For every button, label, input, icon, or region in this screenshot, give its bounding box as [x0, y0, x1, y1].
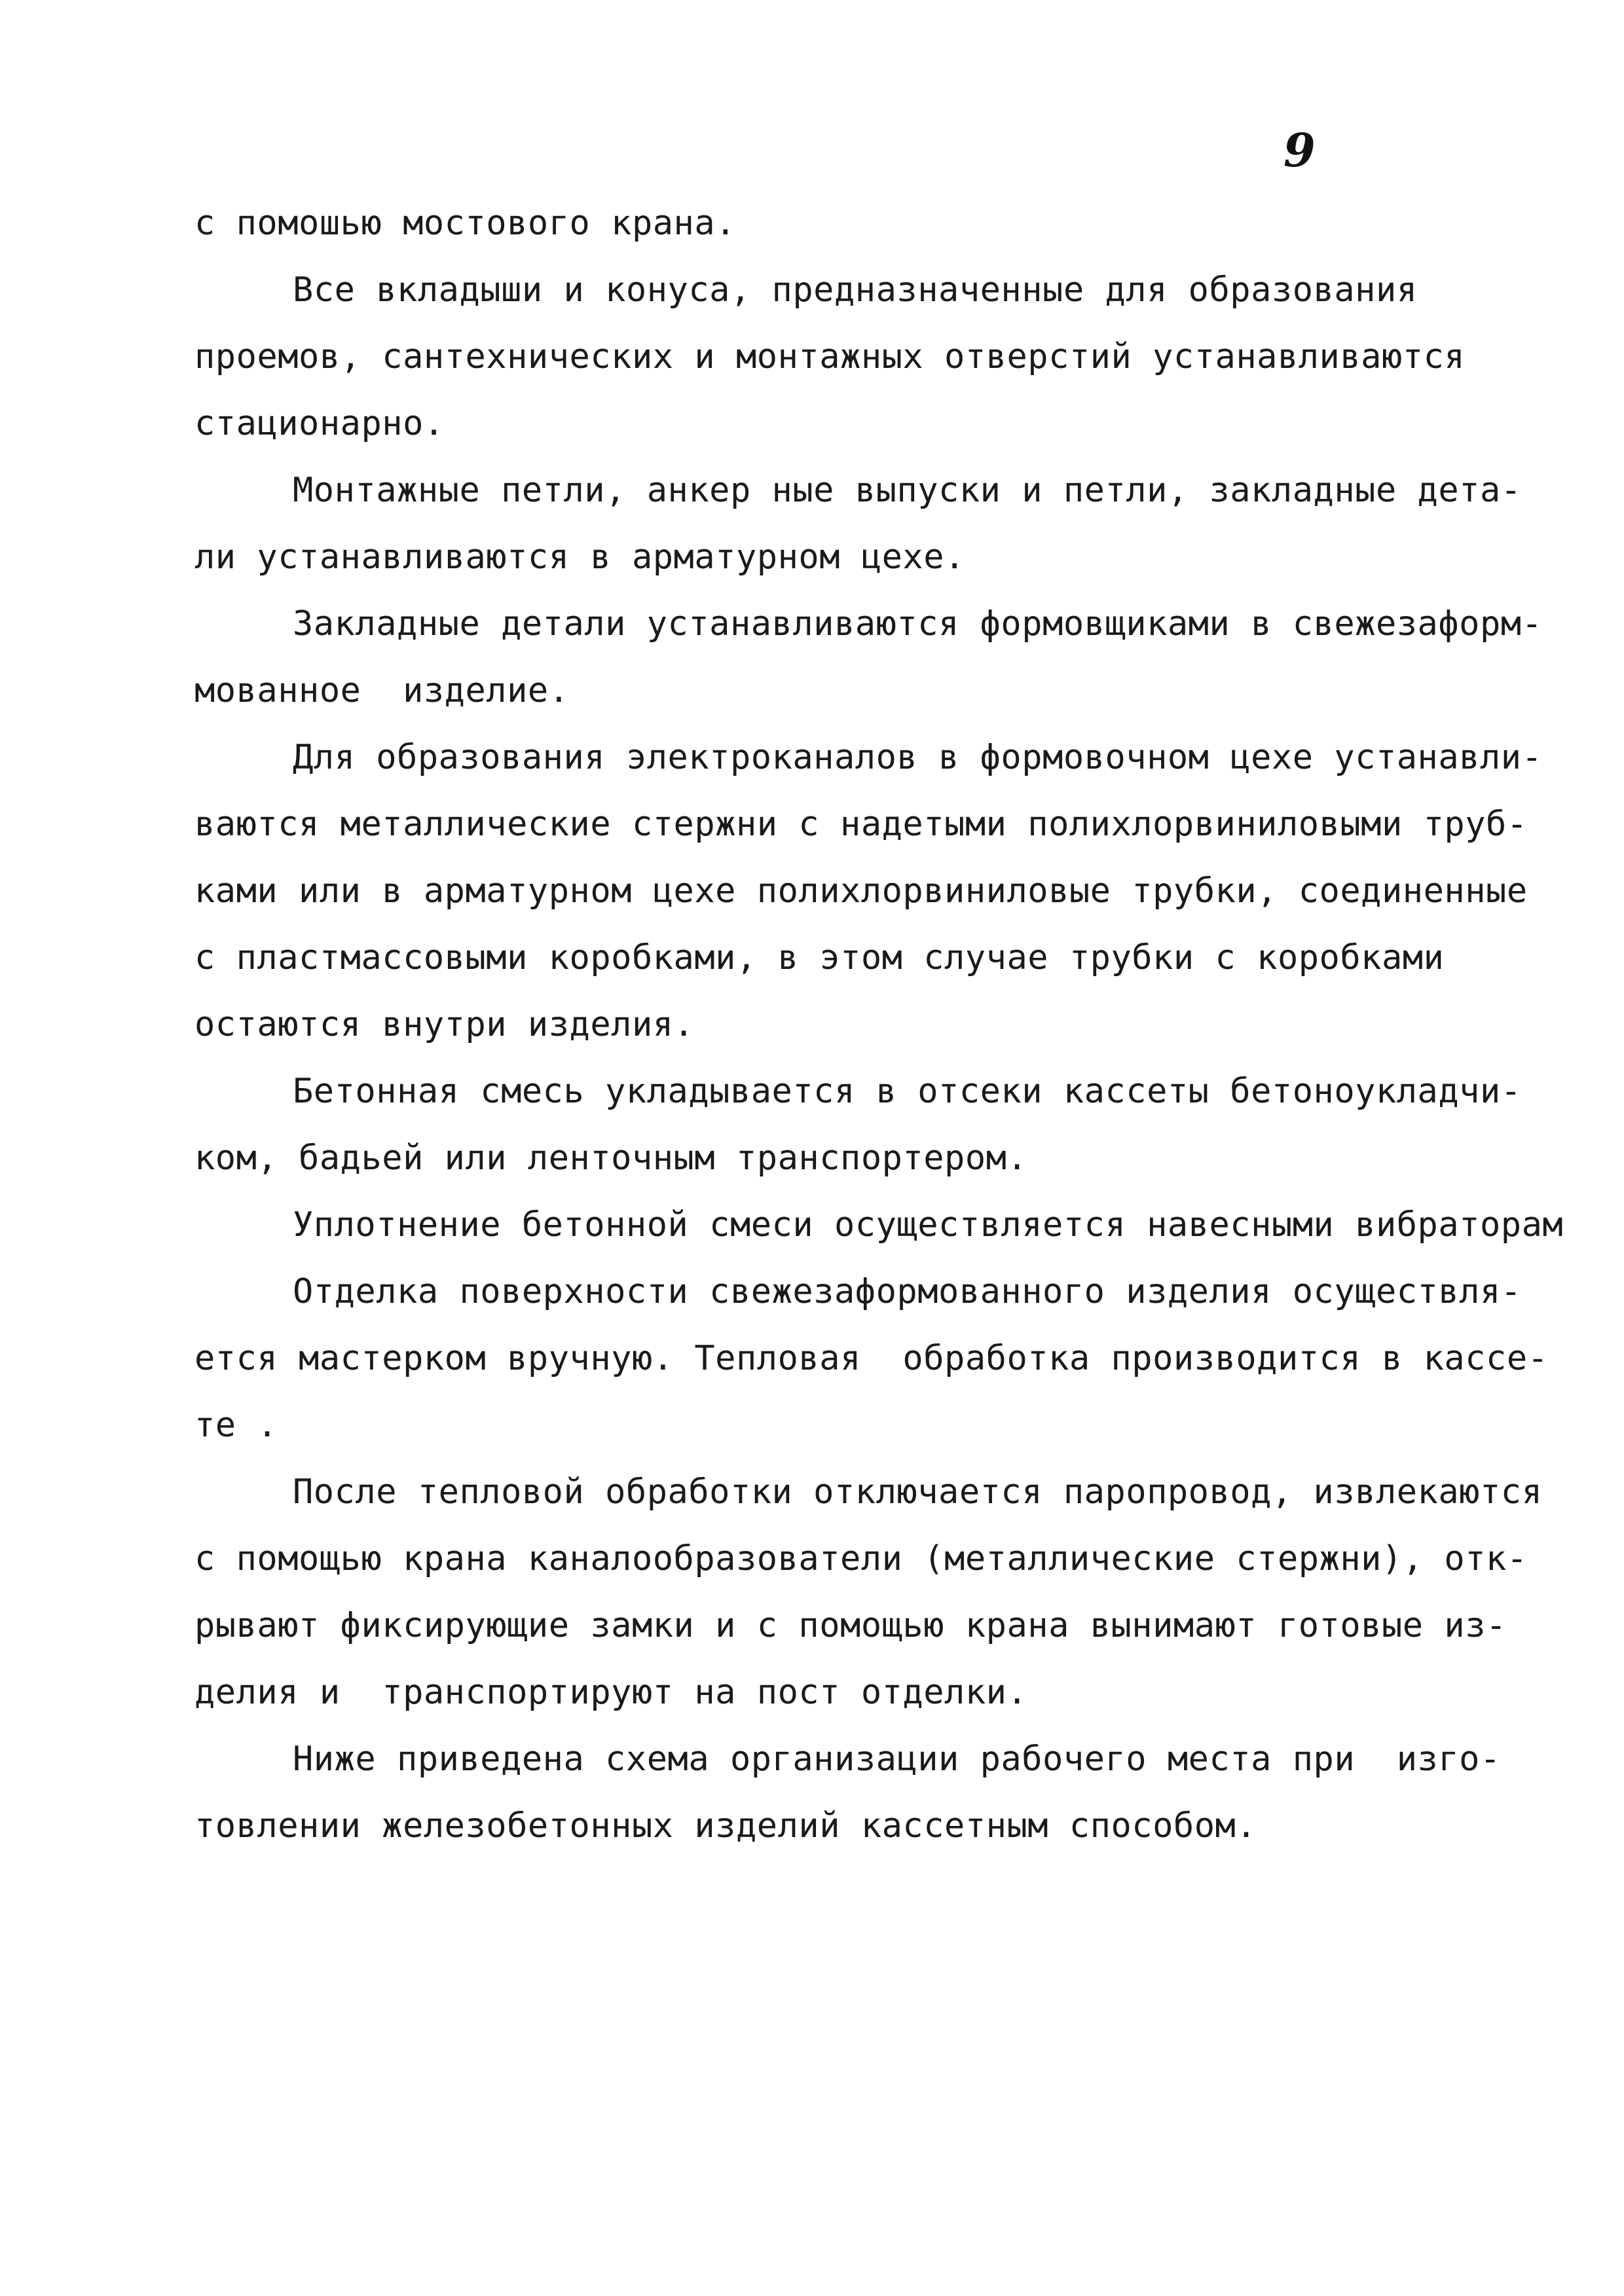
text-line: проемов, сантехнических и монтажных отверстий устанавливаются: [194, 337, 1466, 376]
text-line: Закладные детали устанавливаются формовщиками в свежезаформ-: [293, 604, 1543, 644]
text-line: те .: [194, 1406, 278, 1445]
text-line: Отделка поверхности свежезаформованного изделия осуществля-: [293, 1272, 1522, 1311]
text-line: ется мастерком вручную. Тепловая обработка производится в кассе-: [194, 1339, 1549, 1378]
page-number: 9: [1283, 123, 1316, 177]
text-line: ком, бадьей или ленточным транспортером.: [194, 1139, 1028, 1178]
text-line: рывают фиксирующие замки и с помощью крана вынимают готовые из-: [194, 1606, 1507, 1645]
text-line: ками или в арматурном цехе полихлорвиниловые трубки, соединенные: [194, 871, 1528, 911]
text-line: с помошью мостового крана.: [194, 204, 736, 243]
text-line: стационарно.: [194, 404, 445, 443]
document-body: [194, 190, 1564, 1859]
text-line: Бетонная смесь укладывается в отсеки кассеты бетоноукладчи-: [293, 1072, 1522, 1111]
text-line: Ниже приведена схема организации рабочего места при изго-: [293, 1740, 1501, 1779]
text-line: Уплотнение бетонной смеси осуществляется навесными вибраторам: [293, 1205, 1564, 1245]
text-line: ваются металлические стержни с надетыми полихлорвиниловыми труб-: [194, 805, 1528, 844]
text-line: ли устанавливаются в арматурном цехе.: [194, 538, 965, 577]
text-line: остаются внутри изделия.: [194, 1005, 695, 1044]
text-line: с помощью крана каналообразователи (металлические стержни), отк-: [194, 1539, 1528, 1578]
text-line: мованное изделие.: [194, 671, 570, 710]
text-line: Все вкладыши и конуса, предназначенные для образования: [293, 270, 1418, 310]
text-line: Монтажные петли, анкер ные выпуски и петли, закладные дета-: [293, 471, 1522, 510]
text-line: делия и транспортируют на пост отделки.: [194, 1673, 1028, 1712]
text-line: с пластмассовыми коробками, в этом случае трубки с коробками: [194, 938, 1445, 977]
text-line: Для образования электроканалов в формовочном цехе устанавли-: [293, 738, 1543, 777]
text-line: После тепловой обработки отключается паропровод, извлекаются: [293, 1472, 1543, 1512]
text-line: товлении железобетонных изделий кассетным способом.: [194, 1806, 1257, 1846]
